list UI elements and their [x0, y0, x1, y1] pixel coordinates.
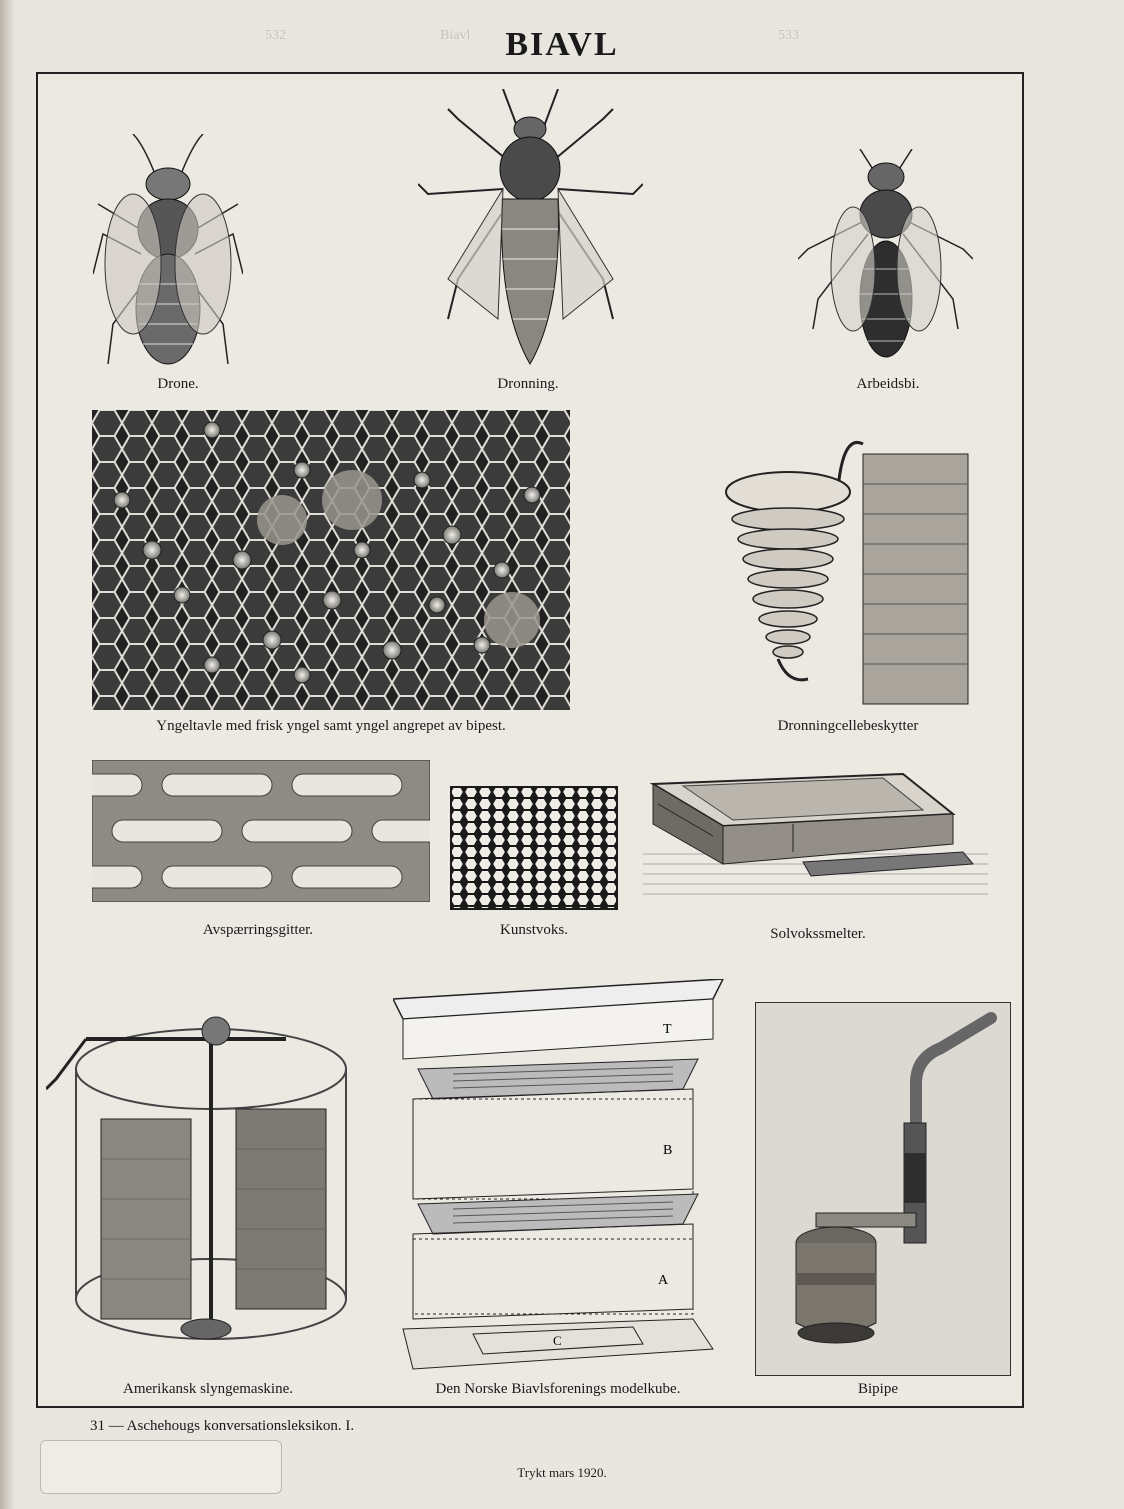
- drone-illustration: [93, 134, 243, 374]
- page-title: BIAVL: [505, 26, 619, 63]
- extractor-illustration: [46, 999, 366, 1369]
- footer-printed: Trykt mars 1920.: [517, 1465, 607, 1480]
- caption-worker: Arbeidsbi.: [856, 376, 920, 392]
- book-spine: [0, 0, 16, 1509]
- brood-comb-photo: [92, 410, 570, 710]
- plate-frame: [36, 72, 1024, 1408]
- caption-queen-cell-protector: Dronningcellebeskytter: [777, 718, 919, 734]
- caption-queen: Dronning.: [497, 376, 559, 392]
- worker-illustration: [798, 149, 973, 369]
- queen-cell-protector-illustration: [718, 424, 988, 714]
- smoker-photo: [755, 1002, 1011, 1376]
- hive-label-bottom: C: [553, 1333, 562, 1348]
- caption-excluder: Avspærringsgitter.: [202, 922, 314, 938]
- excluder-illustration: [92, 760, 430, 902]
- hive-illustration: [393, 979, 733, 1379]
- hive-label-box-b: B: [663, 1143, 673, 1158]
- caption-brood-comb: Yngeltavle med frisk yngel samt yngel angrepet av bipest.: [156, 718, 506, 734]
- caption-hive: Den Norske Biavlsforenings modelkube.: [435, 1381, 681, 1397]
- footer-source: 31 — Aschehougs konversationsleksikon. I.: [90, 1418, 355, 1434]
- caption-foundation: Kunstvoks.: [500, 922, 568, 938]
- ghost-page-number-left: 532: [265, 28, 286, 43]
- hive-label-box-a: A: [658, 1273, 669, 1288]
- solar-wax-melter-illustration: [643, 764, 988, 914]
- caption-smoker: Bipipe: [858, 1381, 898, 1397]
- ghost-running-head: Biavl: [440, 28, 471, 43]
- ghost-page-number-right: 533: [778, 28, 799, 43]
- caption-solar-wax-melter: Solvokssmelter.: [770, 926, 866, 942]
- hive-label-top: T: [663, 1022, 672, 1037]
- foundation-illustration: [450, 786, 618, 910]
- caption-extractor: Amerikansk slyngemaskine.: [123, 1381, 293, 1397]
- caption-drone: Drone.: [157, 376, 199, 392]
- queen-illustration: [418, 89, 643, 369]
